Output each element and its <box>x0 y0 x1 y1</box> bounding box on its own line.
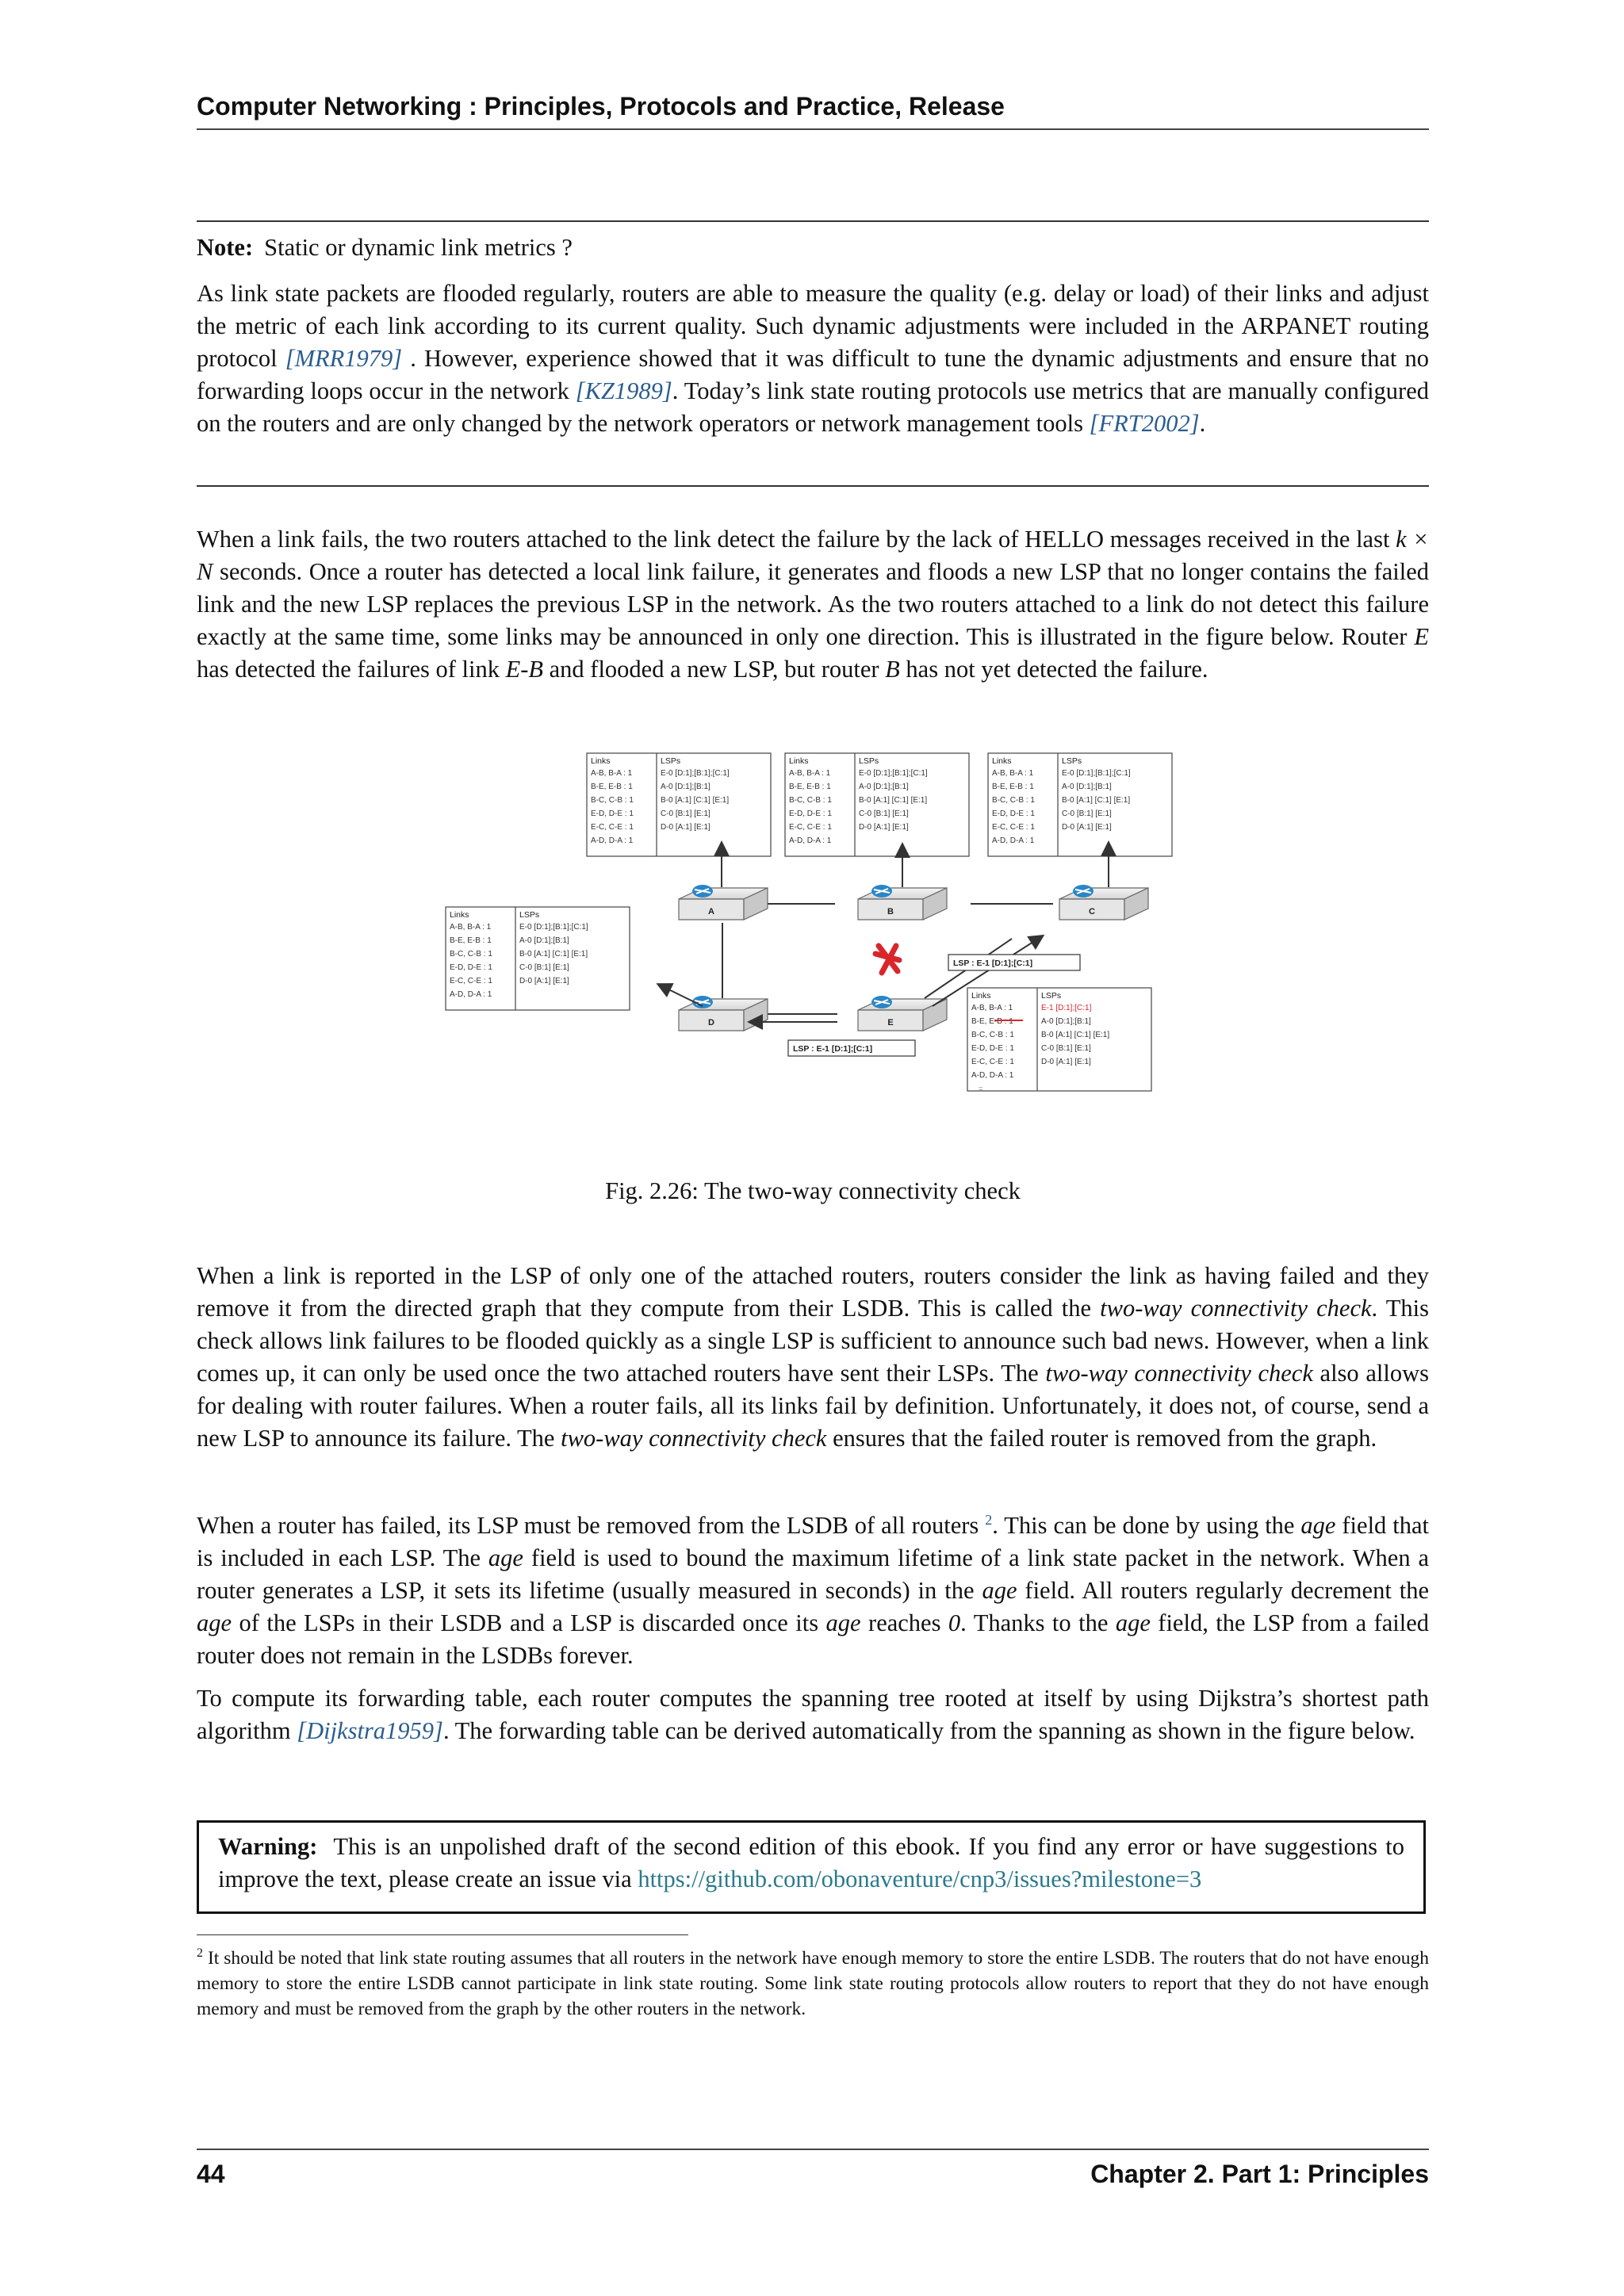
lsps-header: LSPs <box>1041 991 1062 1001</box>
note-heading <box>197 232 1429 264</box>
citation-link[interactable]: [Dijkstra1959] <box>297 1717 443 1744</box>
router-label: B <box>887 907 894 916</box>
links-row: E-C, C-E : 1 <box>971 1058 1014 1066</box>
links-row: B-E, E-B : 1 <box>992 783 1034 791</box>
links-row: B-C, C-B : 1 <box>992 796 1035 805</box>
router-label: E <box>887 1018 894 1027</box>
note-label: Note: <box>197 234 254 261</box>
links-row: E-C, C-E : 1 <box>992 823 1035 832</box>
links-row: B-E, E-B : 1 <box>591 783 633 791</box>
links-row: E-D, D-E : 1 <box>992 809 1035 818</box>
lsdb-table-e <box>967 988 1151 1091</box>
links-row: B-C, C-B : 1 <box>971 1031 1014 1039</box>
links-row: B-E, E-B : 1 <box>789 783 831 791</box>
router-label: D <box>708 1018 714 1027</box>
citation-link[interactable]: [MRR1979] <box>285 345 403 372</box>
lsps-row: D-0 [A:1] [E:1] <box>1062 823 1112 832</box>
lsdb-table-a <box>587 753 771 856</box>
links-row: A-B, B-A : 1 <box>450 923 492 932</box>
lsps-row: B-0 [A:1] [C:1] [E:1] <box>519 950 588 959</box>
links-header: Links <box>591 756 611 766</box>
lsps-header: LSPs <box>1062 756 1082 766</box>
links-row: A-D, D-A : 1 <box>992 836 1035 845</box>
lsps-row: C-0 [B:1] [E:1] <box>859 809 909 818</box>
links-row: E-D, D-E : 1 <box>450 963 492 972</box>
lsdb-table-d <box>446 907 630 1010</box>
lsps-row: A-0 [D:1];[B:1] <box>519 936 569 945</box>
lsps-header: LSPs <box>519 910 540 920</box>
lsps-row: C-0 [B:1] [E:1] <box>1041 1044 1091 1053</box>
router-b <box>858 885 947 920</box>
citation-link[interactable]: [FRT2002] <box>1089 410 1200 437</box>
figure-marker: = <box>979 1085 983 1093</box>
paragraph: To compute its forwarding table, each router computes the spanning tree rooted at itself by using Dijkstra’s shortest path algorithm [Dijkstra1959]. The forwarding table can be derived automatically from the spanning as shown in the figure below. <box>197 1685 1429 1744</box>
lsps-row: E-1 [D:1];[C:1] <box>1041 1004 1092 1012</box>
lsps-row: D-0 [A:1] [E:1] <box>661 823 710 832</box>
lsps-row: C-0 [B:1] [E:1] <box>519 963 569 972</box>
math-expression: k × N <box>197 526 1429 585</box>
issues-link[interactable]: https://github.com/obonaventure/cnp3/issues?milestone=3 <box>638 1866 1202 1892</box>
links-row: A-B, B-A : 1 <box>789 769 831 778</box>
links-row: A-B, B-A : 1 <box>591 769 633 778</box>
paragraph: When a link is reported in the LSP of only one of the attached routers, routers consider the link as having failed and they remove it from the directed graph that they compute from their LSDB. This is called the two-way connectivity check. This check allows link failures to be flooded quickly as a single LSP is sufficient to announce such bad news. However, when a link comes up, it can only be used once the two attached routers have sent their LSPs. The two-way connectivity check also allows for dealing with router failures. When a router fails, all its links fail by definition. Unfortunately, it does not, of course, send a new LSP to announce its failure. The two-way connectivity check ensures that the failed router is removed from the graph. <box>197 1262 1430 1452</box>
paragraph: When a router has failed, its LSP must be removed from the LSDB of all routers $^2$. This can be done by using the age field that is included in each LSP. The age field is used to bound the maximum lifetime of a link state packet in the network. When a router generates a LSP, it sets its lifetime (usually measured in seconds) in the age field. All routers regularly decrement the age of the LSPs in their LSDB and a LSP is discarded once its age reaches 0. Thanks to the age field, the LSP from a failed router does not remain in the LSDBs forever. <box>197 1512 1429 1670</box>
footnote-number: 2 <box>197 1946 203 1960</box>
note-block <box>197 232 1429 440</box>
links-row: A-B, B-A : 1 <box>971 1004 1013 1012</box>
lsdb-table-b <box>785 753 969 856</box>
footer-rule <box>197 2149 1429 2150</box>
lsps-row: A-0 [D:1];[B:1] <box>1062 783 1112 791</box>
lsp-label-to-d <box>788 1040 915 1056</box>
lsps-row: E-0 [D:1];[B:1];[C:1] <box>519 923 588 932</box>
note-title: Static or dynamic link metrics ? <box>264 234 573 261</box>
svg-text:LSP : E-1 [D:1];[C:1]: LSP : E-1 [D:1];[C:1] <box>793 1044 873 1054</box>
lsps-header: LSPs <box>661 756 681 766</box>
warning-box: Warning: This is an unpolished draft of the second edition of this ebook. If you find any error or have suggestions to improve the text, please create an issue via https://github.com/obonaventure/cnp3/issues?milestone=3 <box>197 1820 1426 1914</box>
flood-arrow <box>659 985 703 1006</box>
note-top-rule <box>197 220 1429 222</box>
lsps-row: A-0 [D:1];[B:1] <box>1041 1017 1091 1026</box>
links-row: B-C, C-B : 1 <box>789 796 832 805</box>
lsps-row: A-0 [D:1];[B:1] <box>859 783 909 791</box>
lsps-row: E-0 [D:1];[B:1];[C:1] <box>1062 769 1131 778</box>
links-header: Links <box>789 756 809 766</box>
note-bottom-rule <box>197 485 1429 487</box>
running-header: Computer Networking : Principles, Protocols and Practice, Release <box>197 92 1005 121</box>
citation-link[interactable]: [KZ1989] <box>575 377 672 404</box>
lsdb-table-c <box>988 753 1172 856</box>
lsps-row: C-0 [B:1] [E:1] <box>661 809 710 818</box>
chapter-title: Chapter 2. Part 1: Principles <box>1090 2160 1429 2188</box>
links-row: A-B, B-A : 1 <box>992 769 1034 778</box>
warning-label: Warning: <box>218 1833 318 1860</box>
lsps-row: C-0 [B:1] [E:1] <box>1062 809 1112 818</box>
router-label: C <box>1089 907 1095 916</box>
links-header: Links <box>992 756 1012 766</box>
footnote-rule <box>197 1934 688 1935</box>
lsps-row: D-0 [A:1] [E:1] <box>519 977 569 985</box>
links-row: A-D, D-A : 1 <box>450 990 492 999</box>
router-c <box>1059 885 1148 920</box>
links-row: A-D, D-A : 1 <box>591 836 634 845</box>
links-row: E-C, C-E : 1 <box>789 823 832 832</box>
links-row: A-D, D-A : 1 <box>789 836 832 845</box>
links-row: B-E, E-B : 1 <box>971 1017 1013 1026</box>
svg-text:LSP : E-1 [D:1];[C:1]: LSP : E-1 [D:1];[C:1] <box>953 959 1033 968</box>
failure-mark <box>875 946 899 973</box>
links-row: B-C, C-B : 1 <box>591 796 634 805</box>
lsp-label-to-c <box>948 955 1080 970</box>
links-row: E-C, C-E : 1 <box>450 977 492 985</box>
figure-two-way-connectivity <box>441 748 1178 1097</box>
links-row: E-C, C-E : 1 <box>591 823 634 832</box>
lsps-row: B-0 [A:1] [C:1] [E:1] <box>859 796 928 805</box>
links-row: A-D, D-A : 1 <box>971 1071 1014 1080</box>
note-paragraph: As link state packets are flooded regularly, routers are able to measure the quality (e.g. delay or load) of their links and adjust the metric of each link according to its current quality. Such dynamic adjustments were included in the ARPANET routing protocol [MRR1979] . However, experience showed that it was difficult to tune the dynamic adjustments and ensure that no forwarding loops occur in the network [KZ1989]. Today’s link state routing protocols use metrics that are manually configured on the routers and are only changed by the network operators or network management tools [FRT2002]. <box>197 280 1430 437</box>
links-header: Links <box>450 910 469 920</box>
links-row: E-D, D-E : 1 <box>591 809 634 818</box>
router-label: A <box>708 907 714 916</box>
paragraph: When a link fails, the two routers attached to the link detect the failure by the lack of HELLO messages received in the last k × N seconds. Once a router has detected a local link failure, it generates and floods a new LSP that no longer contains the failed link and the new LSP replaces the previous LSP in the network. As the two routers attached to a link do not detect this failure exactly at the same time, some links may be announced in only one direction. This is illustrated in the figure below. Router E has detected the failures of link E-B and flooded a new LSP, but router B has not yet detected the failure. <box>197 526 1429 683</box>
lsps-row: D-0 [A:1] [E:1] <box>1041 1058 1091 1066</box>
lsps-row: B-0 [A:1] [C:1] [E:1] <box>1062 796 1131 805</box>
footnote: $^2$ It should be noted that link state routing assumes that all routers in the network have enough memory to store the entire LSDB. The routers that do not have enough memory to store the entire LSDB cannot participate in link state routing. Some link state routing protocols allow routers to report that they do not have enough memory and must be removed from the graph by the other routers in the network. <box>197 1946 1430 2019</box>
lsps-row: A-0 [D:1];[B:1] <box>661 783 710 791</box>
lsps-header: LSPs <box>859 756 879 766</box>
lsps-row: E-0 [D:1];[B:1];[C:1] <box>859 769 928 778</box>
figure-caption: Fig. 2.26: The two-way connectivity check <box>605 1177 1021 1204</box>
links-row: E-D, D-E : 1 <box>789 809 832 818</box>
lsps-row: D-0 [A:1] [E:1] <box>859 823 909 832</box>
router-e <box>858 996 947 1031</box>
links-row: E-D, D-E : 1 <box>971 1044 1014 1053</box>
links-row: B-C, C-B : 1 <box>450 950 492 959</box>
lsps-row: B-0 [A:1] [C:1] [E:1] <box>1041 1031 1110 1039</box>
lsps-row: E-0 [D:1];[B:1];[C:1] <box>661 769 730 778</box>
router-a <box>679 885 768 920</box>
header-rule <box>197 128 1429 130</box>
lsps-row: B-0 [A:1] [C:1] [E:1] <box>661 796 730 805</box>
footnote-ref[interactable]: 2 <box>985 1512 993 1528</box>
links-header: Links <box>971 991 991 1001</box>
page-number: 44 <box>197 2160 225 2188</box>
links-row: B-E, E-B : 1 <box>450 936 492 945</box>
network-diagram <box>441 748 1178 1097</box>
